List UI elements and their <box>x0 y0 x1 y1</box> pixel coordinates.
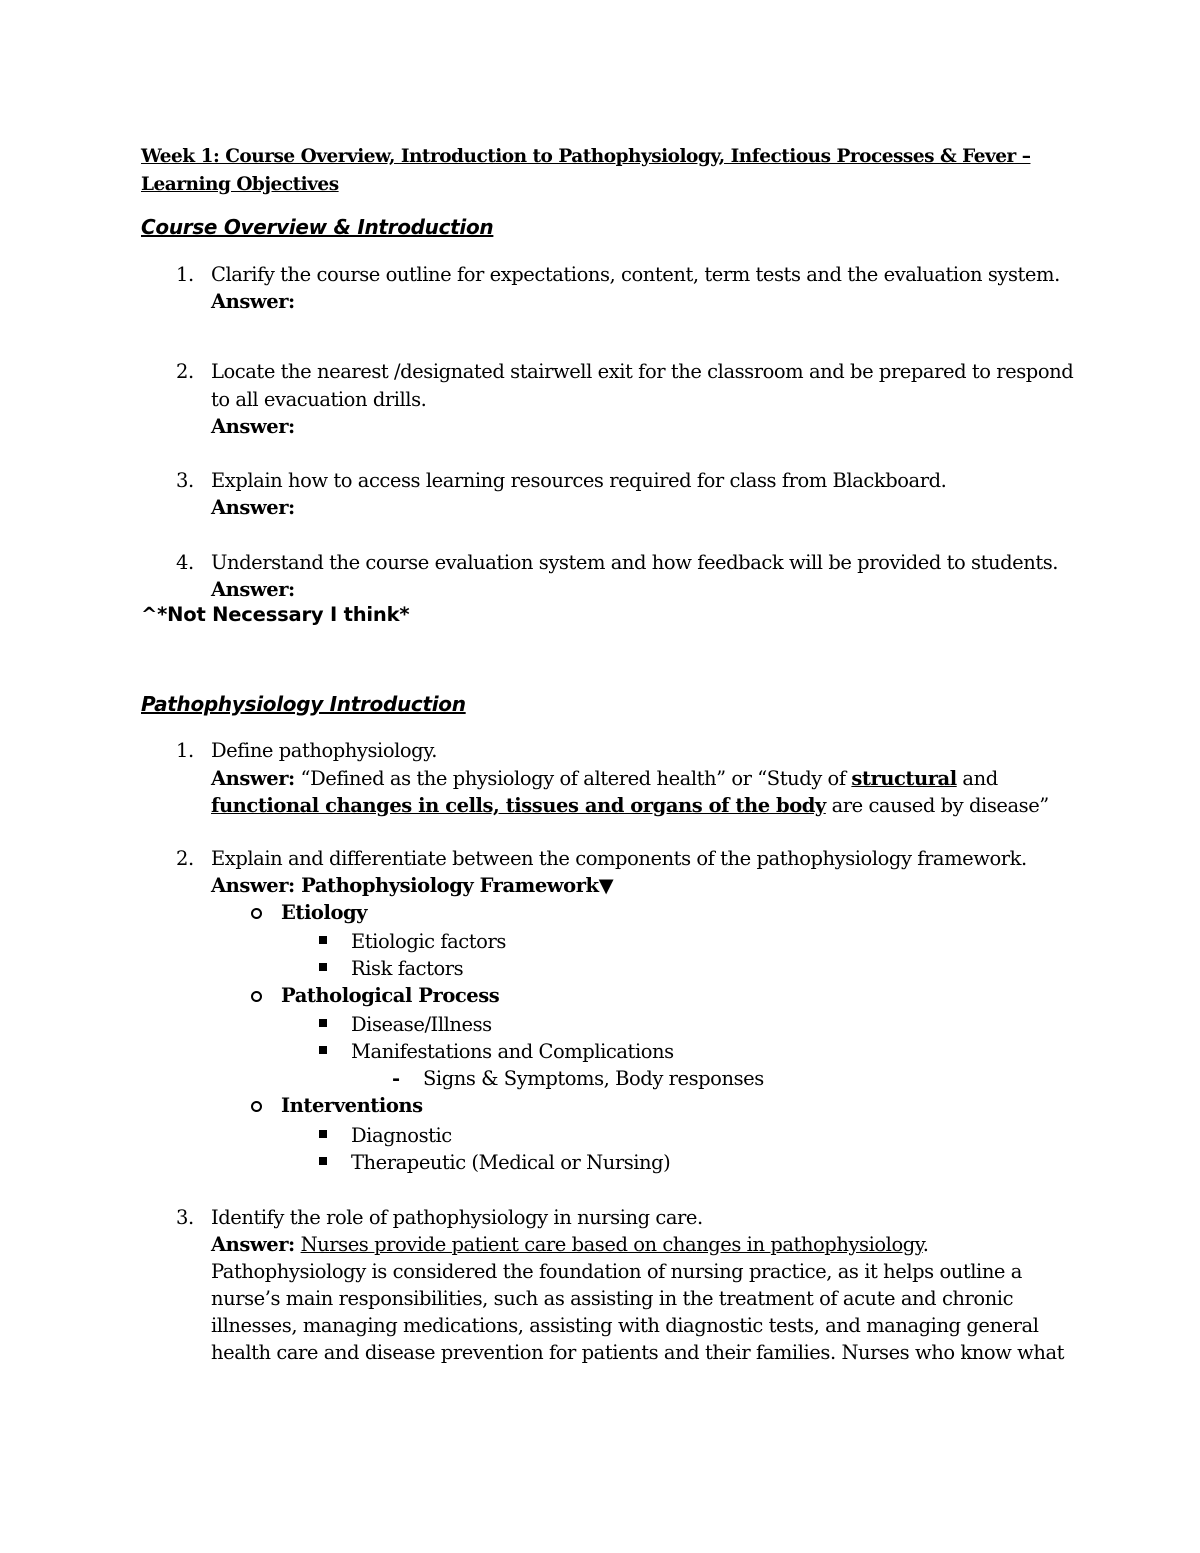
answer-label: Answer: <box>211 290 295 313</box>
framework-subitem: Disease/Illness <box>351 1013 492 1036</box>
square-bullet-icon <box>319 1019 327 1027</box>
answer-label: Answer: <box>211 496 295 519</box>
square-bullet-icon <box>319 1130 327 1138</box>
framework-subitem: Diagnostic <box>351 1124 452 1147</box>
paragraph-line: nurse’s main responsibilities, such as assisting in the treatment of acute and chronic <box>211 1287 1014 1310</box>
framework-subitem: Manifestations and Complications <box>351 1040 674 1063</box>
answer-line <box>211 765 998 792</box>
square-bullet-icon <box>319 963 327 971</box>
framework-item: Pathological Process <box>281 984 500 1007</box>
objective-text: Locate the nearest /designated stairwell exit for the classroom and be prepared to respond <box>211 360 1074 383</box>
square-bullet-icon <box>319 1046 327 1054</box>
emphasis-structural: structural <box>851 767 957 790</box>
framework-item: Etiology <box>281 901 368 924</box>
list-number: 3. <box>176 1206 194 1229</box>
circle-bullet-icon <box>251 991 262 1002</box>
objective-text: Clarify the course outline for expectations, content, term tests and the evaluation system. <box>211 263 1060 286</box>
framework-item: Interventions <box>281 1094 423 1117</box>
emphasis-functional: functional changes in cells, tissues and organs of the body <box>211 794 826 817</box>
answer-text: are caused by disease” <box>825 794 1049 817</box>
paragraph-line: Pathophysiology is considered the foundation of nursing practice, as it helps outline a <box>211 1260 1022 1283</box>
answer-text: “Defined as the physiology of altered health” or “Study of <box>294 767 852 790</box>
objective-text: Explain how to access learning resources required for class from Blackboard. <box>211 469 947 492</box>
answer-label: Answer: <box>211 767 295 790</box>
framework-subitem: Etiologic factors <box>351 930 506 953</box>
list-number: 4. <box>176 551 194 574</box>
objective-text: Define pathophysiology. <box>211 739 437 762</box>
answer-label: Answer: <box>211 578 295 601</box>
list-number: 2. <box>176 360 194 383</box>
objective-text: Understand the course evaluation system and how feedback will be provided to students. <box>211 551 1059 574</box>
dash-bullet: - <box>392 1067 400 1090</box>
answer-text: . <box>922 1233 929 1256</box>
answer-label: Answer: <box>211 415 295 438</box>
section-heading-course-overview: Course Overview & Introduction <box>141 215 494 239</box>
framework-subsubitem: Signs & Symptoms, Body responses <box>423 1067 764 1090</box>
answer-label: Answer: Pathophysiology Framework▼ <box>211 874 614 897</box>
document-title-line-1: Week 1: Course Overview, Introduction to Pathophysiology, Infectious Processes & Fever – <box>141 146 1031 167</box>
square-bullet-icon <box>319 1157 327 1165</box>
answer-line <box>211 792 1049 819</box>
note-text: ^*Not Necessary I think* <box>141 603 410 626</box>
square-bullet-icon <box>319 936 327 944</box>
framework-subitem: Therapeutic (Medical or Nursing) <box>351 1151 671 1174</box>
list-number: 1. <box>176 739 194 762</box>
paragraph-line: health care and disease prevention for patients and their families. Nurses who know what <box>211 1341 1065 1364</box>
circle-bullet-icon <box>251 1101 262 1112</box>
paragraph-line: illnesses, managing medications, assisting with diagnostic tests, and managing general <box>211 1314 1039 1337</box>
answer-underlined-text: Nurses provide patient care based on changes in pathophysiology <box>300 1233 923 1256</box>
document-title-line-2: Learning Objectives <box>141 174 339 195</box>
objective-text: to all evacuation drills. <box>211 388 427 411</box>
list-number: 1. <box>176 263 194 286</box>
list-number: 2. <box>176 847 194 870</box>
circle-bullet-icon <box>251 908 262 919</box>
list-number: 3. <box>176 469 194 492</box>
objective-text: Identify the role of pathophysiology in nursing care. <box>211 1206 703 1229</box>
objective-text: Explain and differentiate between the components of the pathophysiology framework. <box>211 847 1027 870</box>
framework-subitem: Risk factors <box>351 957 464 980</box>
answer-line <box>211 1231 929 1258</box>
answer-label: Answer: <box>211 1233 295 1256</box>
answer-text: and <box>956 767 998 790</box>
section-heading-pathophysiology: Pathophysiology Introduction <box>141 692 466 716</box>
